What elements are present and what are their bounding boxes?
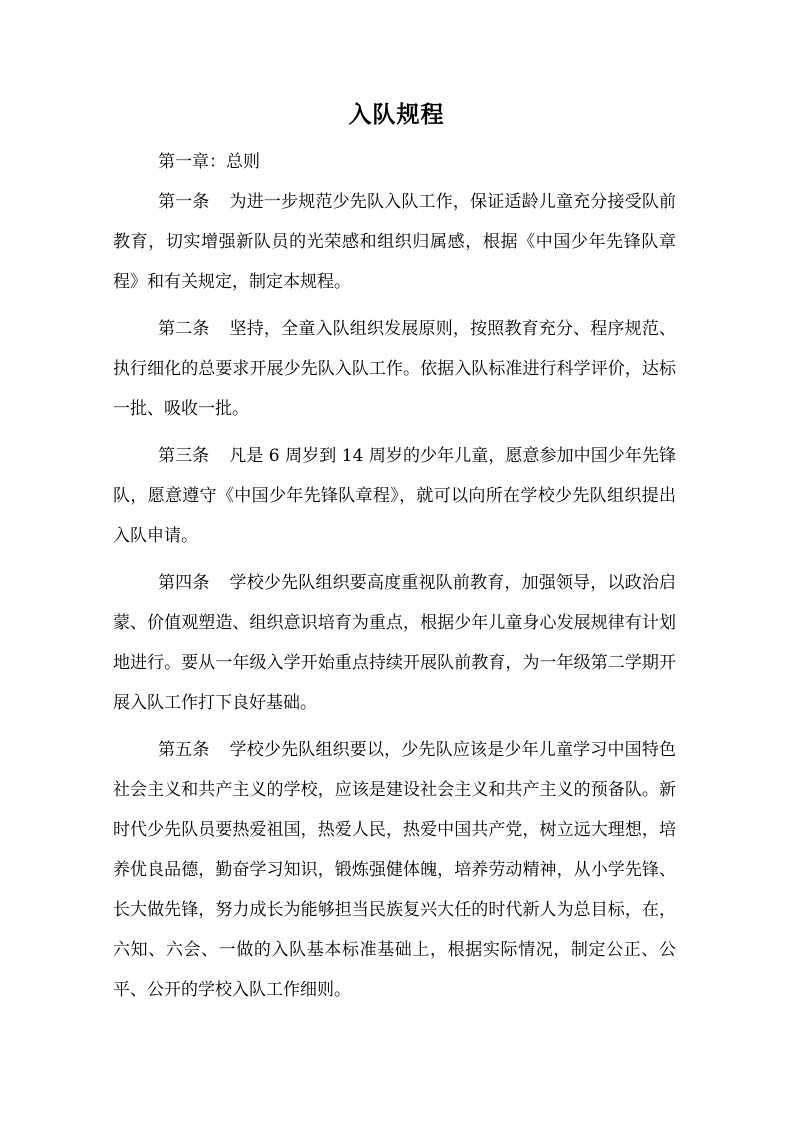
article-5 — [113, 730, 676, 1010]
article-text: 学校少先队组织要高度重视队前教育，加强领导，以政治启蒙、价值观塑造、组织意识培育为重点，根据少年儿童身心发展规律有计划地进行。要从一年级入学开始重点持续开展队前教育，为一年级第二学期开展入队工作打下良好基础。 — [113, 573, 677, 713]
article-label: 第四条 — [158, 573, 210, 593]
article-text: 为进一步规范少先队入队工作，保证适龄儿童充分接受队前教育，切实增强新队员的光荣感和组织归属感，根据《中国少年先锋队章程》和有关规定，制定本规程。 — [113, 192, 677, 292]
article-text: 学校少先队组织要以，少先队应该是少年儿童学习中国特色社会主义和共产主义的学校，应该是建设社会主义和共产主义的预备队。新时代少先队员要热爱祖国，热爱人民，热爱中国共产党，树立远大理想，培养优良品德，勤奋学习知识，锻炼强健体魄，培养劳动精神，从小学先锋、长大做先锋，努力成长为能够担当民族复兴大任的时代新人为总目标，在，六知、六会、一做的入队基本标准基础上，根据实际情况，制定公正、公平、公开的学校入队工作细则。 — [113, 740, 677, 1000]
article-label: 第三条 — [158, 446, 210, 466]
article-3 — [113, 436, 676, 556]
article-1 — [113, 182, 676, 302]
article-label: 第二条 — [158, 319, 210, 339]
article-text: 坚持，全童入队组织发展原则，按照教育充分、程序规范、执行细化的总要求开展少先队入队工作。依据入队标准进行科学评价，达标一批、吸收一批。 — [113, 319, 677, 419]
article-label: 第一条 — [158, 192, 210, 212]
article-text: 凡是 6 周岁到 14 周岁的少年儿童，愿意参加中国少年先锋队，愿意遵守《中国少年先锋队章程》，就可以向所在学校少先队组织提出入队申请。 — [113, 446, 677, 546]
article-label: 第五条 — [158, 740, 210, 760]
document-body — [113, 142, 676, 1017]
chapter-heading: 第一章：总则 — [158, 152, 260, 172]
article-4 — [113, 563, 676, 723]
article-2 — [113, 309, 676, 429]
document-title: 入队规程 — [348, 101, 445, 128]
